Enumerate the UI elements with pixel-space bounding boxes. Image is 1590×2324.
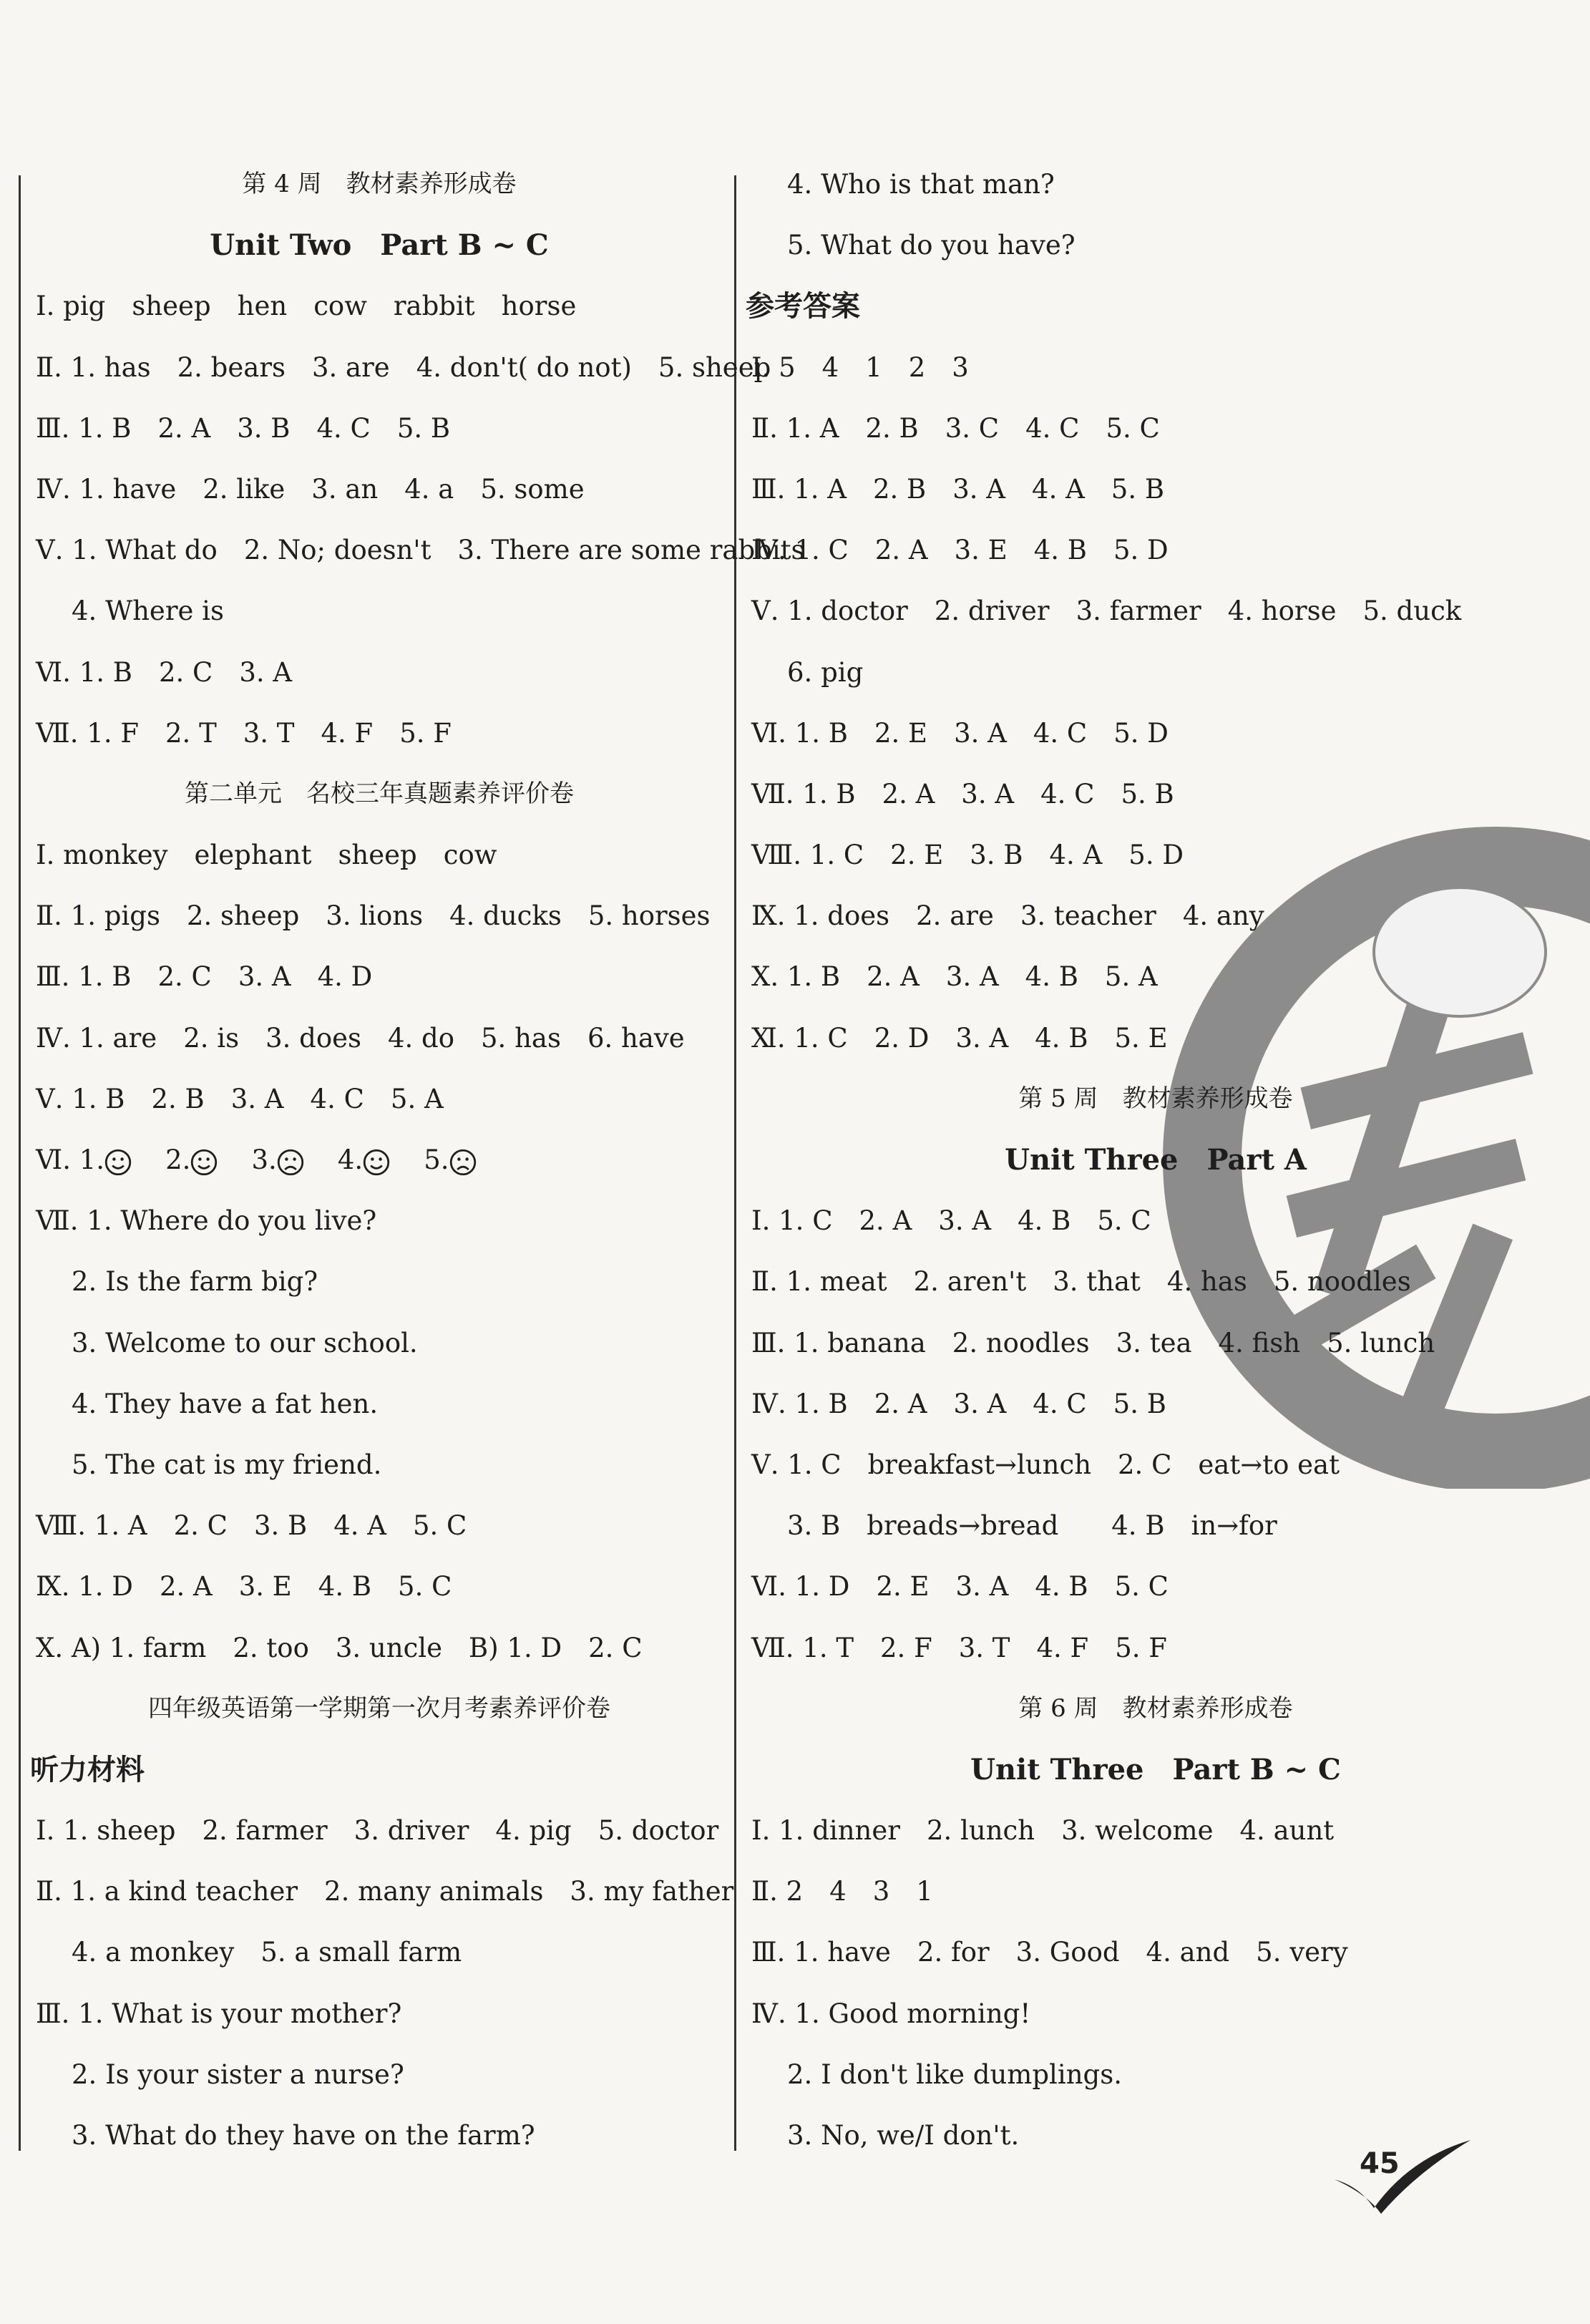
answer-line-indented: 6. pig xyxy=(787,656,864,688)
happy-face-icon xyxy=(363,1144,390,1175)
section-heading: 听力材料 xyxy=(30,1752,145,1786)
answer-line: Ⅵ. 1. B 2. E 3. A 4. C 5. D xyxy=(751,717,1169,749)
item-number: 3. xyxy=(243,1144,277,1175)
item-number: 2. xyxy=(157,1144,191,1175)
answer-line: Ⅳ. 1. have 2. like 3. an 4. a 5. some xyxy=(36,473,585,505)
answer-line: Ⅰ. monkey elephant sheep cow xyxy=(36,840,497,871)
item-number: 1. xyxy=(70,1144,105,1175)
answer-line-indented: 5. What do you have? xyxy=(787,230,1076,261)
answer-line: Ⅴ. 1. What do 2. No; doesn't 3. There are some rabbits xyxy=(36,535,805,566)
answer-line: Ⅲ. 1. A 2. B 3. A 4. A 5. B xyxy=(751,473,1165,505)
answer-line: Ⅴ. 1. doctor 2. driver 3. farmer 4. horse 5. duck xyxy=(751,595,1462,627)
answer-line: Ⅱ. 1. a kind teacher 2. many animals 3. my father xyxy=(36,1876,734,1907)
answer-line: Ⅲ. 1. What is your mother? xyxy=(36,1998,402,2029)
answer-line-indented: 4. They have a fat hen. xyxy=(72,1388,379,1419)
answer-line: Ⅲ. 1. B 2. C 3. A 4. D xyxy=(36,961,373,993)
answer-line: Ⅴ. 1. B 2. B 3. A 4. C 5. A xyxy=(36,1083,444,1114)
answer-line: Ⅷ. 1. C 2. E 3. B 4. A 5. D xyxy=(751,840,1184,871)
section-numeral: Ⅵ. xyxy=(36,1144,71,1175)
answer-line: Ⅰ. 5 4 1 2 3 xyxy=(751,351,969,383)
item-number: 5. xyxy=(415,1144,449,1175)
quiz-title: 第 5 周 教材素养形成卷 xyxy=(1018,1084,1293,1113)
quiz-title: 第 4 周 教材素养形成卷 xyxy=(242,170,517,198)
answer-line-indented: 4. Who is that man? xyxy=(787,169,1055,200)
answer-line: Ⅴ. 1. C breakfast→lunch 2. C eat→to eat xyxy=(751,1449,1340,1480)
answer-line: Ⅳ. 1. Good morning! xyxy=(751,1998,1031,2029)
answer-line: Ⅱ. 2 4 3 1 xyxy=(751,1876,933,1907)
answer-line: Ⅵ. 1. D 2. E 3. A 4. B 5. C xyxy=(751,1571,1169,1603)
answer-line: Ⅸ. 1. D 2. A 3. E 4. B 5. C xyxy=(36,1571,452,1603)
answer-line: Ⅶ. 1. B 2. A 3. A 4. C 5. B xyxy=(751,778,1174,809)
answer-line: Ⅹ. 1. B 2. A 3. A 4. B 5. A xyxy=(751,961,1158,993)
answer-line: Ⅲ. 1. banana 2. noodles 3. tea 4. fish 5. lunch xyxy=(751,1327,1435,1358)
left-column-rule xyxy=(19,175,21,2151)
answer-line: Ⅶ. 1. F 2. T 3. T 4. F 5. F xyxy=(36,717,452,749)
answer-line: Ⅰ. 1. dinner 2. lunch 3. welcome 4. aunt xyxy=(751,1815,1335,1847)
answer-line: Ⅱ. 1. A 2. B 3. C 4. C 5. C xyxy=(751,412,1160,444)
answer-line: Ⅱ. 1. meat 2. aren't 3. that 4. has 5. noodles xyxy=(751,1266,1411,1298)
answer-line-indented: 5. The cat is my friend. xyxy=(72,1449,382,1480)
center-column-rule xyxy=(734,175,736,2151)
quiz-title: 四年级英语第一学期第一次月考素养评价卷 xyxy=(148,1693,610,1723)
answer-line: Ⅰ. 1. sheep 2. farmer 3. driver 4. pig 5. doctor xyxy=(36,1815,719,1847)
answer-line: Ⅳ. 1. C 2. A 3. E 4. B 5. D xyxy=(751,535,1169,566)
sad-face-icon xyxy=(277,1144,304,1175)
answer-line: Ⅱ. 1. has 2. bears 3. are 4. don't( do not) 5. sheep xyxy=(36,351,771,383)
answer-line: Ⅳ. 1. B 2. A 3. A 4. C 5. B xyxy=(751,1388,1166,1419)
answer-line: Ⅷ. 1. A 2. C 3. B 4. A 5. C xyxy=(36,1510,467,1542)
happy-face-icon xyxy=(190,1144,218,1175)
answer-line: Ⅰ. 1. C 2. A 3. A 4. B 5. C xyxy=(751,1205,1151,1237)
sad-face-icon xyxy=(449,1144,477,1175)
answer-line-indented: 3. B breads→bread 4. B in→for xyxy=(787,1510,1277,1542)
answer-line: Ⅱ. 1. pigs 2. sheep 3. lions 4. ducks 5. horses xyxy=(36,900,711,932)
answer-line-indented: 3. No, we/I don't. xyxy=(787,2120,1020,2151)
answer-line-indented: 2. Is the farm big? xyxy=(72,1266,318,1298)
answer-line: Ⅳ. 1. are 2. is 3. does 4. do 5. has 6. have xyxy=(36,1022,685,1054)
answer-line-indented: 3. What do they have on the farm? xyxy=(72,2120,535,2151)
answer-line-indented: 2. I don't like dumplings. xyxy=(787,2058,1122,2090)
unit-heading: Unit Three Part B ~ C xyxy=(970,1752,1341,1786)
answer-line-indented: 3. Welcome to our school. xyxy=(72,1327,418,1358)
answer-line: Ⅶ. 1. T 2. F 3. T 4. F 5. F xyxy=(751,1632,1167,1663)
answer-line: Ⅹ. A) 1. farm 2. too 3. uncle B) 1. D 2. C xyxy=(36,1632,643,1663)
unit-heading: Unit Three Part A xyxy=(1005,1143,1307,1177)
quiz-title: 第 6 周 教材素养形成卷 xyxy=(1018,1693,1293,1723)
quiz-title: 第二单元 名校三年真题素养评价卷 xyxy=(185,779,574,808)
answer-line: Ⅺ. 1. C 2. D 3. A 4. B 5. E xyxy=(751,1022,1168,1054)
answer-line-faces xyxy=(29,1129,730,1190)
answer-line: Ⅲ. 1. have 2. for 3. Good 4. and 5. very xyxy=(751,1937,1348,1968)
page-number: 45 xyxy=(1360,2147,1400,2180)
right-column xyxy=(744,154,1567,2166)
answer-line-indented: 2. Is your sister a nurse? xyxy=(72,2058,404,2090)
answer-line: Ⅸ. 1. does 2. are 3. teacher 4. any xyxy=(751,900,1264,932)
happy-face-icon xyxy=(104,1144,132,1175)
section-heading: 参考答案 xyxy=(746,289,860,324)
item-number: 4. xyxy=(329,1144,364,1175)
answer-line: Ⅶ. 1. Where do you live? xyxy=(36,1205,377,1237)
unit-heading: Unit Two Part B ~ C xyxy=(210,228,549,263)
answer-line: Ⅲ. 1. B 2. A 3. B 4. C 5. B xyxy=(36,412,451,444)
answer-line-indented: 4. Where is xyxy=(72,595,224,627)
answer-line-indented: 4. a monkey 5. a small farm xyxy=(72,1937,462,1968)
answer-line: Ⅵ. 1. B 2. C 3. A xyxy=(36,656,293,688)
answer-line: Ⅰ. pig sheep hen cow rabbit horse xyxy=(36,291,577,322)
checkmark-icon xyxy=(1331,2136,1474,2218)
